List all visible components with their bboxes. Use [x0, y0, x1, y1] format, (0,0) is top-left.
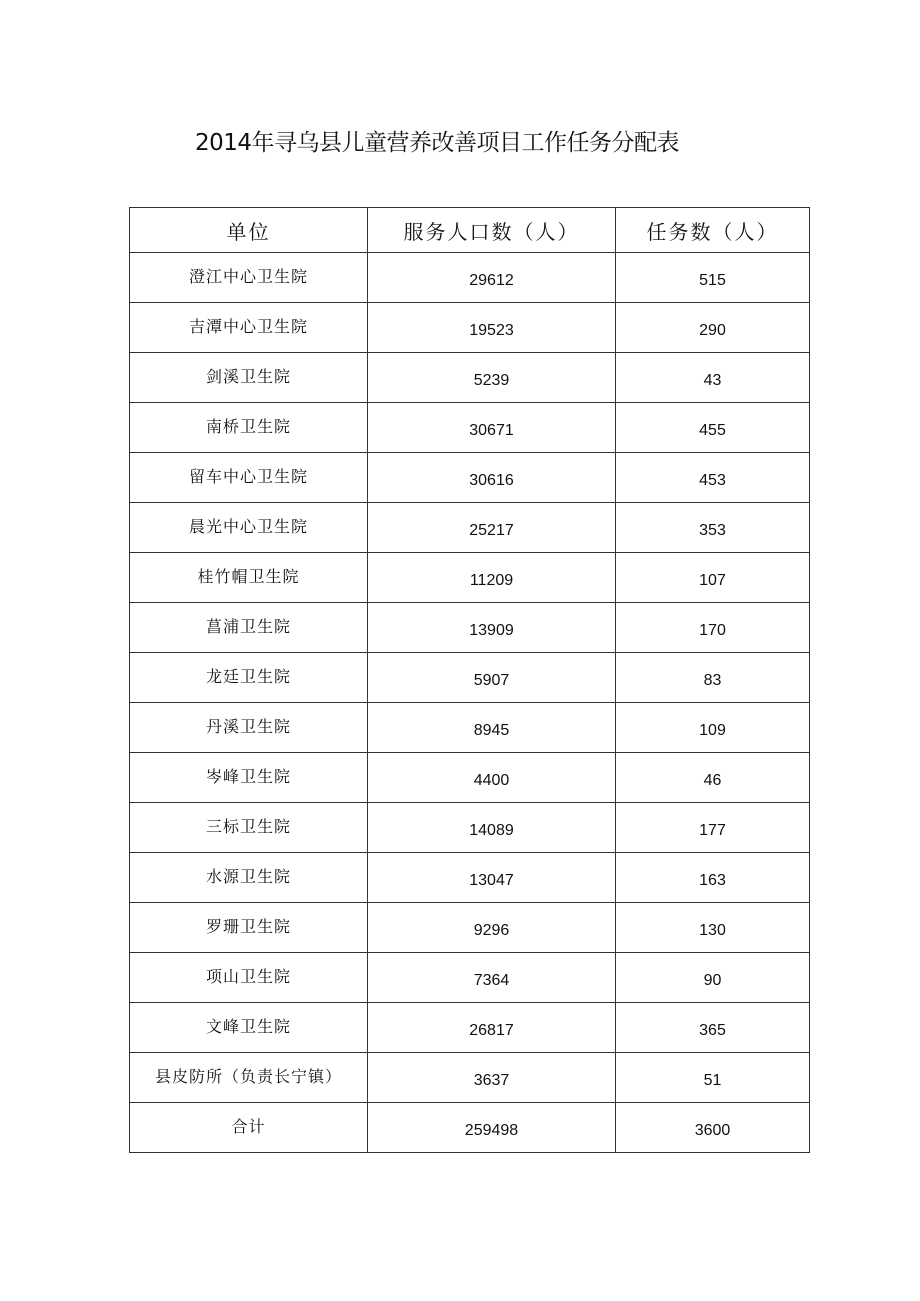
population-cell: 3637 — [368, 1053, 616, 1103]
unit-cell: 南桥卫生院 — [130, 403, 368, 453]
population-cell: 26817 — [368, 1003, 616, 1053]
tasks-cell: 90 — [616, 953, 810, 1003]
unit-cell: 桂竹帽卫生院 — [130, 553, 368, 603]
table-row — [130, 953, 810, 1003]
population-cell: 13909 — [368, 603, 616, 653]
table-row — [130, 803, 810, 853]
table-row — [130, 903, 810, 953]
header-tasks: 任务数（人） — [616, 208, 810, 253]
population-cell: 25217 — [368, 503, 616, 553]
tasks-cell: 130 — [616, 903, 810, 953]
total-tasks: 3600 — [616, 1103, 810, 1153]
unit-cell: 龙廷卫生院 — [130, 653, 368, 703]
table-header-row — [130, 208, 810, 253]
unit-cell: 剑溪卫生院 — [130, 353, 368, 403]
population-cell: 9296 — [368, 903, 616, 953]
header-unit: 单位 — [130, 208, 368, 253]
population-cell: 30671 — [368, 403, 616, 453]
population-cell: 8945 — [368, 703, 616, 753]
table-row — [130, 1003, 810, 1053]
population-cell: 5907 — [368, 653, 616, 703]
unit-cell: 水源卫生院 — [130, 853, 368, 903]
tasks-cell: 43 — [616, 353, 810, 403]
table-row — [130, 703, 810, 753]
total-population: 259498 — [368, 1103, 616, 1153]
unit-cell: 丹溪卫生院 — [130, 703, 368, 753]
tasks-cell: 46 — [616, 753, 810, 803]
table-row — [130, 353, 810, 403]
table-row — [130, 853, 810, 903]
population-cell: 29612 — [368, 253, 616, 303]
tasks-cell: 109 — [616, 703, 810, 753]
document-title: 2014年寻乌县儿童营养改善项目工作任务分配表 — [194, 130, 680, 156]
population-cell: 11209 — [368, 553, 616, 603]
unit-cell: 县皮防所（负责长宁镇） — [130, 1053, 368, 1103]
unit-cell: 岑峰卫生院 — [130, 753, 368, 803]
unit-cell: 晨光中心卫生院 — [130, 503, 368, 553]
tasks-cell: 353 — [616, 503, 810, 553]
table-row — [130, 603, 810, 653]
population-cell: 14089 — [368, 803, 616, 853]
population-cell: 5239 — [368, 353, 616, 403]
tasks-cell: 455 — [616, 403, 810, 453]
total-label: 合计 — [130, 1103, 368, 1153]
table-row — [130, 1053, 810, 1103]
unit-cell: 三标卫生院 — [130, 803, 368, 853]
tasks-cell: 177 — [616, 803, 810, 853]
table-row — [130, 553, 810, 603]
tasks-cell: 83 — [616, 653, 810, 703]
tasks-cell: 170 — [616, 603, 810, 653]
task-allocation-table — [129, 207, 810, 1153]
tasks-cell: 51 — [616, 1053, 810, 1103]
total-row — [130, 1103, 810, 1153]
table-row — [130, 653, 810, 703]
tasks-cell: 290 — [616, 303, 810, 353]
table-body — [130, 253, 810, 1103]
unit-cell: 罗珊卫生院 — [130, 903, 368, 953]
tasks-cell: 107 — [616, 553, 810, 603]
population-cell: 19523 — [368, 303, 616, 353]
tasks-cell: 163 — [616, 853, 810, 903]
header-population: 服务人口数（人） — [368, 208, 616, 253]
population-cell: 4400 — [368, 753, 616, 803]
unit-cell: 菖浦卫生院 — [130, 603, 368, 653]
table-row — [130, 403, 810, 453]
table-row — [130, 753, 810, 803]
unit-cell: 澄江中心卫生院 — [130, 253, 368, 303]
population-cell: 13047 — [368, 853, 616, 903]
tasks-cell: 365 — [616, 1003, 810, 1053]
unit-cell: 文峰卫生院 — [130, 1003, 368, 1053]
tasks-cell: 453 — [616, 453, 810, 503]
table-row — [130, 303, 810, 353]
unit-cell: 项山卫生院 — [130, 953, 368, 1003]
table-row — [130, 503, 810, 553]
table-row — [130, 453, 810, 503]
population-cell: 30616 — [368, 453, 616, 503]
table-row — [130, 253, 810, 303]
unit-cell: 留车中心卫生院 — [130, 453, 368, 503]
tasks-cell: 515 — [616, 253, 810, 303]
unit-cell: 吉潭中心卫生院 — [130, 303, 368, 353]
population-cell: 7364 — [368, 953, 616, 1003]
